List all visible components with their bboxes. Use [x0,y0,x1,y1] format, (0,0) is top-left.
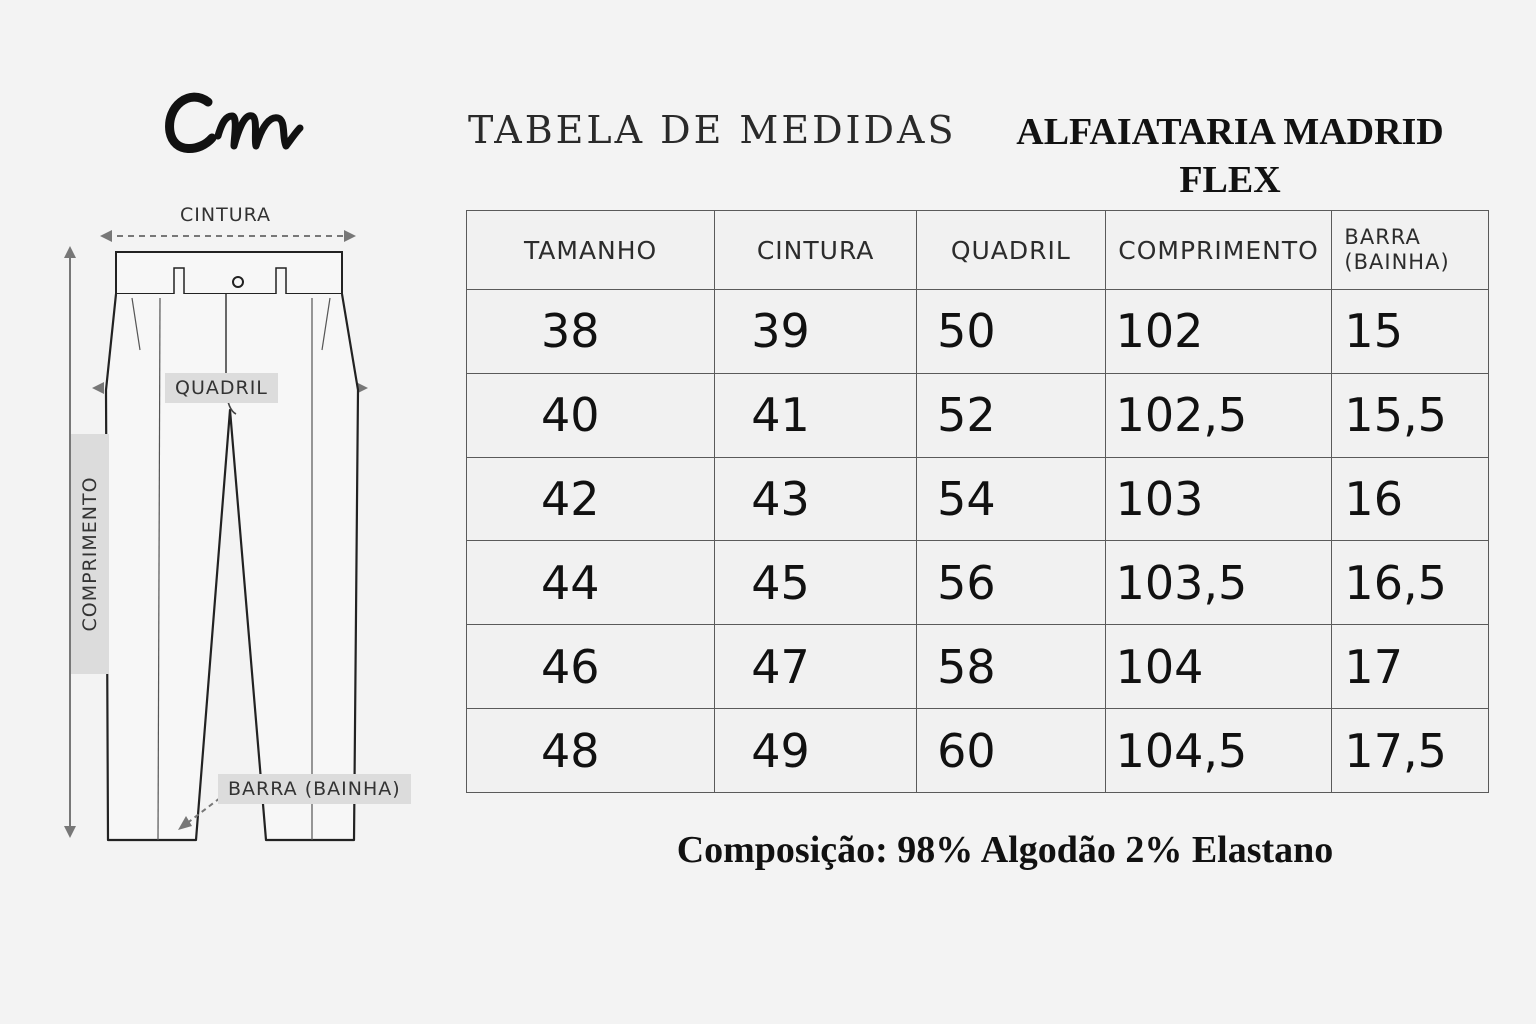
cell-hip: 52 [917,373,1106,457]
table-header-row [467,211,1489,290]
brand-logo [160,80,310,170]
header-waist: CINTURA [715,211,917,290]
trouser-diagram [40,190,460,850]
measurement-table [466,210,1489,793]
cell-length: 104 [1105,625,1332,709]
cell-waist: 45 [715,541,917,625]
cell-hip: 50 [917,290,1106,374]
header-hem [1332,211,1489,290]
product-name-line1: ALFAIATARIA MADRID [1016,111,1444,153]
cell-length: 103,5 [1105,541,1332,625]
cell-hip: 58 [917,625,1106,709]
fabric-composition: Composição: 98% Algodão 2% Elastano [676,829,1334,871]
cell-length: 104,5 [1105,709,1332,793]
cell-waist: 43 [715,457,917,541]
cell-hem: 15,5 [1332,373,1489,457]
cell-hip: 54 [917,457,1106,541]
page-title: TABELA DE MEDIDAS [468,108,957,152]
cell-waist: 49 [715,709,917,793]
cell-size: 40 [467,373,715,457]
cell-length: 103 [1105,457,1332,541]
logo-script-icon [160,80,310,170]
table-row [467,457,1489,541]
cell-hem: 17 [1332,625,1489,709]
waist-label: CINTURA [180,204,272,226]
table-row [467,541,1489,625]
cell-hem: 17,5 [1332,709,1489,793]
cell-size: 48 [467,709,715,793]
cell-waist: 47 [715,625,917,709]
cell-hem: 16 [1332,457,1489,541]
length-label: COMPRIMENTO [71,434,109,674]
cell-size: 42 [467,457,715,541]
cell-size: 46 [467,625,715,709]
cell-waist: 41 [715,373,917,457]
hem-label: BARRA (BAINHA) [218,774,411,804]
cell-hip: 56 [917,541,1106,625]
cell-hip: 60 [917,709,1106,793]
cell-waist: 39 [715,290,917,374]
table-row [467,625,1489,709]
header-hem-line2: (BAINHA) [1344,250,1450,274]
cell-hem: 16,5 [1332,541,1489,625]
cell-hem: 15 [1332,290,1489,374]
header-hem-line1: BARRA [1344,225,1421,249]
header-size: TAMANHO [467,211,715,290]
hip-label: QUADRIL [165,373,278,403]
product-name [1000,108,1460,204]
cell-size: 44 [467,541,715,625]
product-name-line2: FLEX [1179,159,1281,201]
header-length: COMPRIMENTO [1105,211,1332,290]
table-row [467,373,1489,457]
table-row [467,290,1489,374]
header-hip: QUADRIL [917,211,1106,290]
cell-size: 38 [467,290,715,374]
table-row [467,709,1489,793]
cell-length: 102,5 [1105,373,1332,457]
cell-length: 102 [1105,290,1332,374]
